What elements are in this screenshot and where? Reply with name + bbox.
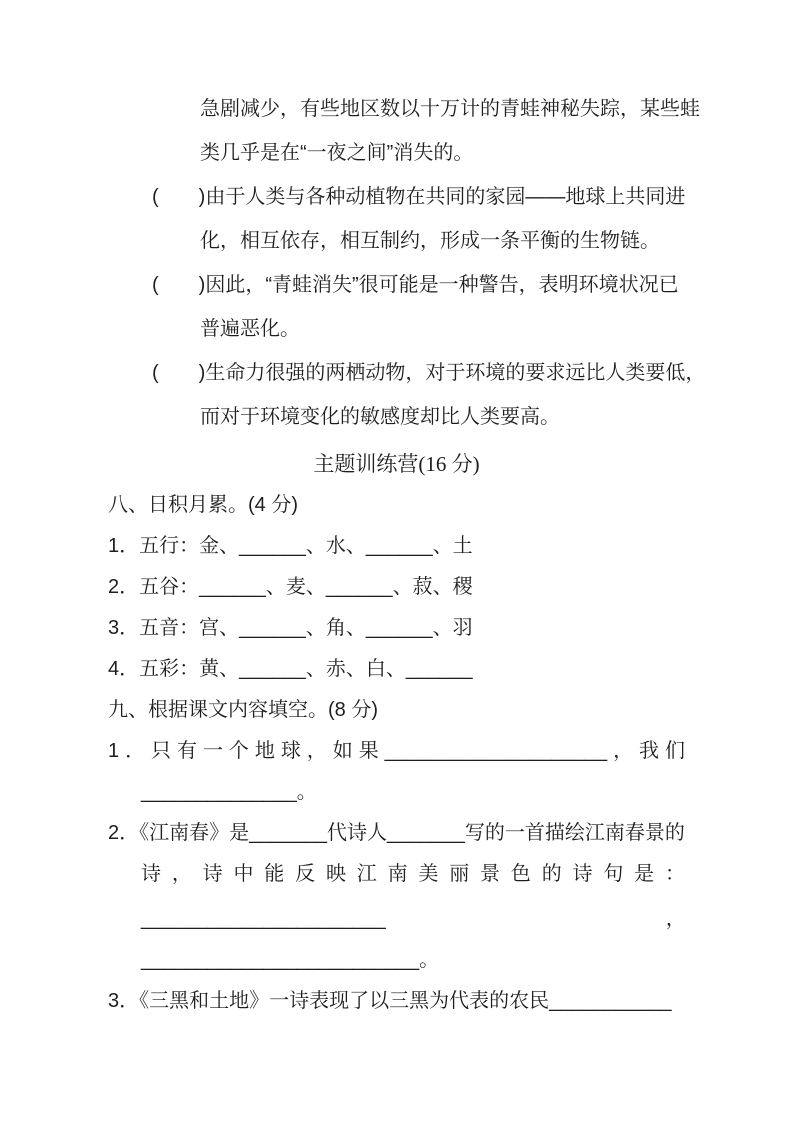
tf-item-2-line-2: 普遍恶化。 [200, 318, 300, 340]
theme-camp-banner: 主题训练营(16 分) [313, 452, 480, 476]
tf-item-2-text: 因此，“青蛙消失”很可能是一种警告，表明环境状况已 [205, 274, 679, 296]
fill-item-3-line-1: 3．《三黑和土地》一诗表现了以三黑为代表的农民___________ [108, 990, 672, 1012]
reading-check-section [108, 87, 706, 439]
fill-item-2-blank-line-2: _________________________。 [141, 949, 440, 971]
section-nine-heading: 九、根据课文内容填空。(8 分) [108, 699, 378, 721]
five-tones-item: 3．五音：宫、______、角、______、羽 [108, 617, 473, 639]
tf-item-3-line-1 [108, 351, 706, 395]
five-colors-item: 4．五彩：黄、______、赤、白、______ [108, 658, 473, 680]
fill-item-2-line-1: 2．《江南春》是_______代诗人_______写的一首描绘江南春景的 [108, 822, 685, 844]
fill-item-2-blank-line-1: ______________________ ， [141, 908, 686, 930]
tf-item-3-text: 生命力很强的两栖动物，对于环境的要求远比人类要低， [205, 362, 706, 384]
tf-item-0-line-1: 急剧减少，有些地区数以十万计的青蛙神秘失踪，某些蛙 [200, 98, 700, 120]
five-grains-item: 2．五谷：______、麦、______、菽、稷 [108, 576, 473, 598]
answer-paren-blank: ( ) [152, 186, 206, 208]
section-eight-heading: 八、日积月累。(4 分) [108, 494, 298, 516]
tf-item-1-text: 由于人类与各种动植物在共同的家园——地球上共同进 [205, 186, 686, 208]
fill-item-1-line-1: 1．只有一个地球，如果____________________，我们 [108, 740, 685, 762]
section-eight [108, 485, 685, 690]
tf-item-1-line-2: 化，相互依存，相互制约，形成一条平衡的生物链。 [200, 230, 660, 252]
tf-item-0-line-2: 类几乎是在“一夜之间”消失的。 [200, 142, 474, 164]
tf-item-3-line-2: 而对于环境变化的敏感度却比人类要高。 [200, 406, 560, 428]
answer-paren-blank: ( ) [152, 362, 206, 384]
five-elements-item: 1．五行：金、______、水、______、土 [108, 535, 473, 557]
fill-item-1-line-2: ______________。 [141, 781, 317, 803]
answer-paren-blank: ( ) [152, 274, 206, 296]
tf-item-2-line-1 [108, 263, 685, 307]
tf-item-1-line-1 [108, 175, 685, 219]
section-nine [108, 690, 685, 1022]
fill-item-2-line-2: 诗，诗中能反映江南美丽景色的诗句是： [141, 863, 685, 885]
